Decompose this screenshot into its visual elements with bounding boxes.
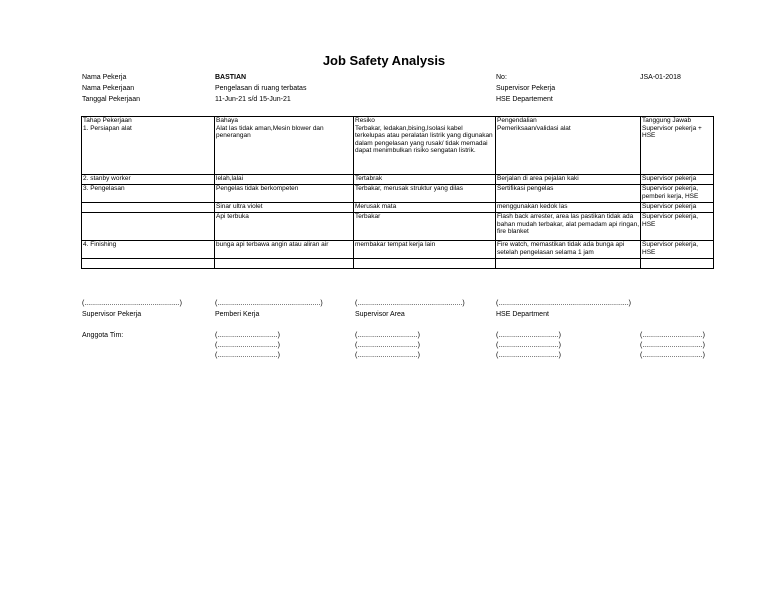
label-no: No: (496, 74, 507, 81)
signature-blank-supervisor-pekerja: (.................................................) (82, 300, 182, 307)
team-blank: (...............................) (640, 332, 705, 339)
col-header-bahaya: Bahaya (215, 117, 354, 125)
col-header-resiko: Resiko (354, 117, 496, 125)
table-cell: 1. Persiapan alat (82, 125, 215, 175)
table-row (82, 185, 714, 203)
header-hse-departement: HSE Departement (496, 96, 553, 103)
value-nama-pekerjaan: Pengelasan di ruang terbatas (215, 85, 307, 92)
table-cell: 4. Finishing (82, 241, 215, 259)
signature-role-supervisor-area: Supervisor Area (355, 311, 405, 318)
team-blank: (...............................) (215, 352, 280, 359)
signature-role-supervisor-pekerja: Supervisor Pekerja (82, 311, 142, 318)
signature-blank-supervisor-area: (......................................................) (355, 300, 465, 307)
table-cell: Terbakar, merusak struktur yang dilas (354, 185, 496, 203)
table-cell: Fire watch, memastikan tidak ada bunga api setelah pengelasan selama 1 jam (496, 241, 641, 259)
team-blank: (...............................) (355, 342, 420, 349)
header-supervisor-pekerja: Supervisor Pekerja (496, 85, 556, 92)
table-cell: 3. Pengelasan (82, 185, 215, 203)
team-blank: (...............................) (496, 342, 561, 349)
table-cell: Sinar ultra violet (215, 203, 354, 213)
table-row (82, 175, 714, 185)
team-blank: (...............................) (355, 352, 420, 359)
table-cell: 2. stanby worker (82, 175, 215, 185)
team-blank: (...............................) (640, 342, 705, 349)
table-cell: Supervisor pekerja (641, 175, 714, 185)
table-cell: Supervisor pekerja, HSE (641, 213, 714, 241)
signature-role-hse: HSE Department (496, 311, 549, 318)
table-cell: Supervisor pekerja, pemberi kerja, HSE (641, 185, 714, 203)
team-blank: (...............................) (215, 332, 280, 339)
label-nama-pekerjaan: Nama Pekerjaan (82, 85, 135, 92)
team-blank: (...............................) (215, 342, 280, 349)
table-cell: lelah,lalai (215, 175, 354, 185)
table-cell: Supervisor pekerja, HSE (641, 241, 714, 259)
table-cell (82, 213, 215, 241)
team-blank: (...............................) (640, 352, 705, 359)
table-cell: Supervisor pekerja (641, 203, 714, 213)
team-blank: (...............................) (496, 332, 561, 339)
table-cell: menggunakan kedok las (496, 203, 641, 213)
table-cell: Supervisor pekerja + HSE (641, 125, 714, 175)
table-cell (354, 259, 496, 269)
col-header-pengendalian: Pengendalian (496, 117, 641, 125)
table-cell: Pengelas tidak berkompeten (215, 185, 354, 203)
table-row (82, 203, 714, 213)
label-tanggal-pekerjaan: Tanggal Pekerjaan (82, 96, 140, 103)
page-title: Job Safety Analysis (322, 53, 446, 68)
col-header-tanggung-jawab: Tanggung Jawab (641, 117, 714, 125)
table-cell: Flash back arrester, area las pastikan tidak ada bahan mudah terbakar, alat pemadam api ringan, fire blanket (496, 213, 641, 241)
table-row (82, 259, 714, 269)
table-cell (496, 259, 641, 269)
table-cell (215, 259, 354, 269)
table-cell: Merusak mata (354, 203, 496, 213)
signature-blank-hse: (...................................................................) (496, 300, 631, 307)
table-cell: Terbakar, ledakan,bising,Isolasi kabel terkelupas atau peralatan listrik yang digunakan dalam pengelasan yang rusak/ tidak memadai dapat menimbulkan risiko sengatan listrik. (354, 125, 496, 175)
table-cell: membakar tempat kerja lain (354, 241, 496, 259)
table-cell: Sertifikasi pengelas (496, 185, 641, 203)
label-nama-pekerja: Nama Pekerja (82, 74, 127, 81)
signature-blank-pemberi-kerja: (.....................................................) (215, 300, 323, 307)
table-header-row (82, 117, 714, 125)
table-cell: Berjalan di area pejalan kaki (496, 175, 641, 185)
team-blank: (...............................) (496, 352, 561, 359)
table-row (82, 213, 714, 241)
table-cell: bunga api terbawa angin atau aliran air (215, 241, 354, 259)
table-cell (82, 203, 215, 213)
table-row (82, 125, 714, 175)
table-cell: Terbakar (354, 213, 496, 241)
table-cell: Alat las tidak aman,Mesin blower dan penerangan (215, 125, 354, 175)
table-cell: Api terbuka (215, 213, 354, 241)
table-row (82, 241, 714, 259)
col-header-tahap: Tahap Pekerjaan (82, 117, 215, 125)
signature-role-pemberi-kerja: Pemberi Kerja (215, 311, 260, 318)
value-no: JSA-01-2018 (640, 74, 681, 81)
table-cell: Tertabrak (354, 175, 496, 185)
table-cell (641, 259, 714, 269)
jsa-table (81, 116, 714, 269)
team-blank: (...............................) (355, 332, 420, 339)
table-cell (82, 259, 215, 269)
value-nama-pekerja: BASTIAN (215, 74, 247, 81)
table-cell: Pemeriksaan/validasi alat (496, 125, 641, 175)
team-label: Anggota Tim: (82, 332, 124, 339)
value-tanggal-pekerjaan: 11-Jun-21 s/d 15-Jun-21 (215, 96, 291, 103)
